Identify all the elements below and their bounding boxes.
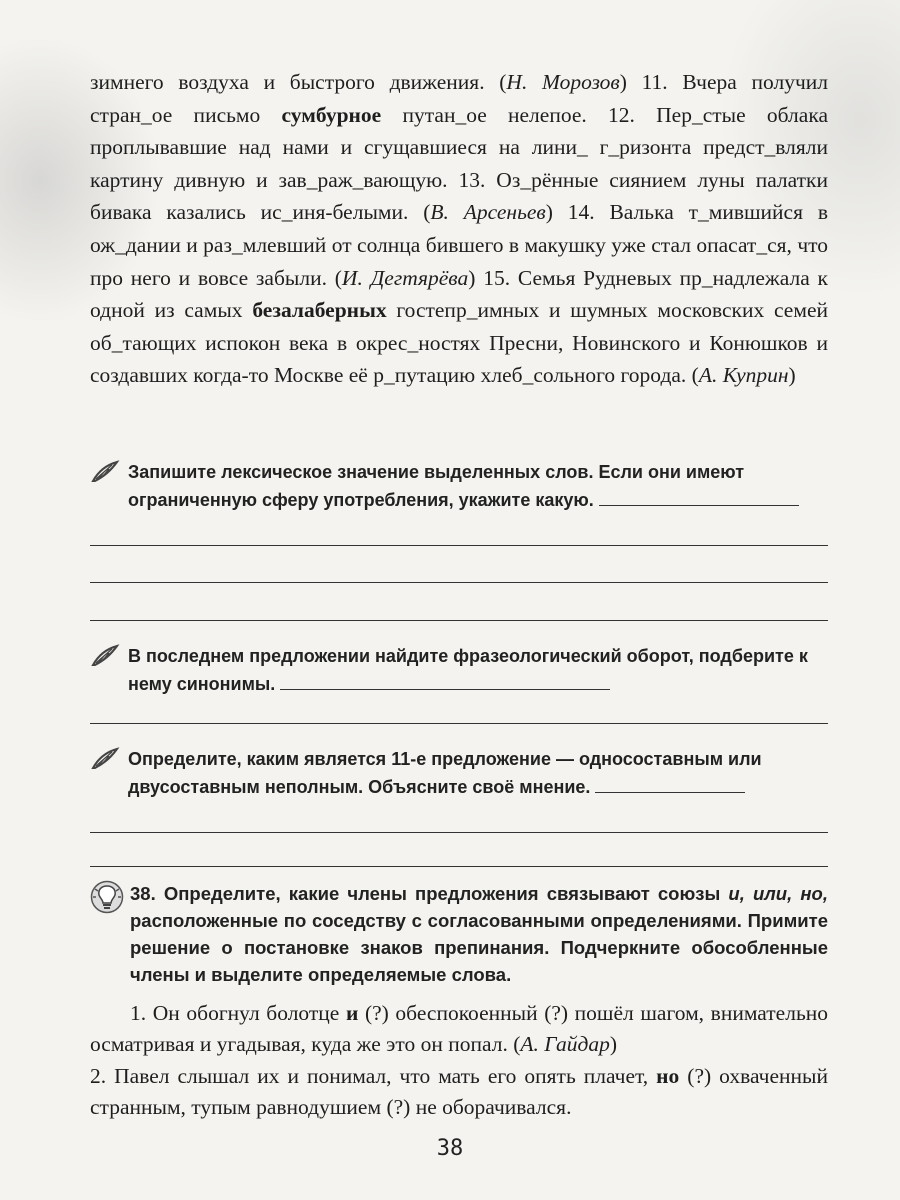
author-name: А. Куприн: [698, 363, 789, 388]
answer-line[interactable]: [90, 723, 828, 724]
task-text: Запишите лексическое значение выделенных слов. Если они имеют ограниченную сферу употребления, укажите какую.: [128, 462, 745, 510]
author-name: Н. Морозов: [506, 70, 620, 94]
answer-line[interactable]: [595, 791, 745, 793]
text-fragment: (?) обеспокоенный (?) пошёл шагом, внимательно осматривая и угадывая, куда же это он попал. (: [90, 1001, 828, 1057]
text-fragment: ) 15. Семья Рудневых пр_надлежала к одной из самых: [90, 265, 828, 323]
task-text: 38. Определите, какие члены предложения связывают союзы: [130, 883, 729, 904]
answer-line[interactable]: [90, 866, 828, 867]
text-fragment: гостепр_имных и шумных московских семей об_тающих испокон века в окрес_ностях Пресни, Новинского и Конюшков и создавших когда-то Москве её р_путацию хлеб_сольного города. (: [90, 298, 828, 388]
task-text: расположенные по соседству с согласованными определениями. Примите решение о постановке знаков препинания. Подчеркните обособленные члены и выделите определяемые слова.: [130, 910, 828, 985]
conjunction: и: [345, 1001, 359, 1025]
answer-line[interactable]: [280, 688, 610, 690]
answer-line[interactable]: [90, 582, 828, 583]
task-38-sentences: [90, 998, 828, 1124]
task-text: В последнем предложении найдите фразеологический оборот, подберите к нему синонимы.: [128, 646, 808, 694]
sentence: [90, 998, 828, 1124]
highlighted-word: безалаберных: [252, 298, 387, 323]
task-lexical-meaning: [90, 458, 828, 514]
text-fragment: ): [788, 363, 796, 388]
answer-line[interactable]: [90, 545, 828, 546]
author-name: И. Дегтярёва: [341, 265, 469, 290]
task-phraseology: [90, 642, 828, 698]
lightbulb-icon: [90, 880, 124, 914]
task-text: Определите, каким является 11-е предложение — односоставным или двусоставным неполным. Объясните своё мнение.: [128, 749, 762, 797]
conjunction: но: [656, 1063, 680, 1088]
text-fragment: ) 11. Вчера получил стран_ое письмо: [90, 70, 828, 127]
text-fragment: путан_ое нелепое. 12. Пер_стые облака проплывавшие над нами и сгущавшиеся на лини_ г_ризонта предст_вляли картину дивную и зав_раж_вающую. 13. Оз_рённые сиянием луны палатки бивака казались ис_иня-белыми. (: [90, 102, 828, 225]
author-name: В. Арсеньев: [430, 200, 546, 225]
answer-line[interactable]: [90, 832, 828, 833]
text-fragment: ): [609, 1032, 618, 1057]
text-fragment: 1. Он обогнул болотце: [130, 1001, 346, 1025]
page-number: 38: [436, 1136, 464, 1161]
conjunction: или, но,: [753, 883, 828, 904]
task-38: [90, 880, 828, 988]
text-fragment: зимнего воздуха и быстрого движения. (: [90, 70, 507, 94]
answer-line[interactable]: [599, 504, 799, 506]
text-fragment: 2. Павел слышал их и понимал, что мать его опять плачет,: [90, 1063, 657, 1088]
highlighted-word: сумбурное: [281, 102, 382, 127]
text-fragment: ) 14. Валька т_мившийся в ож_дании и раз_млевший от солнца бившего в макушку уже стал опасат_ся, что про него и вовсе забыли. (: [90, 200, 828, 290]
exercise-text: [90, 66, 828, 392]
exercise-paragraph: [90, 66, 828, 392]
author-name: А. Гайдар: [520, 1032, 610, 1057]
answer-line[interactable]: [90, 620, 828, 621]
task-text: [745, 883, 753, 904]
text-fragment: (?) охваченный странным, тупым равнодушием (?) не оборачивался.: [90, 1063, 828, 1120]
task-sentence-type: [90, 745, 828, 801]
conjunction: и,: [728, 883, 745, 904]
